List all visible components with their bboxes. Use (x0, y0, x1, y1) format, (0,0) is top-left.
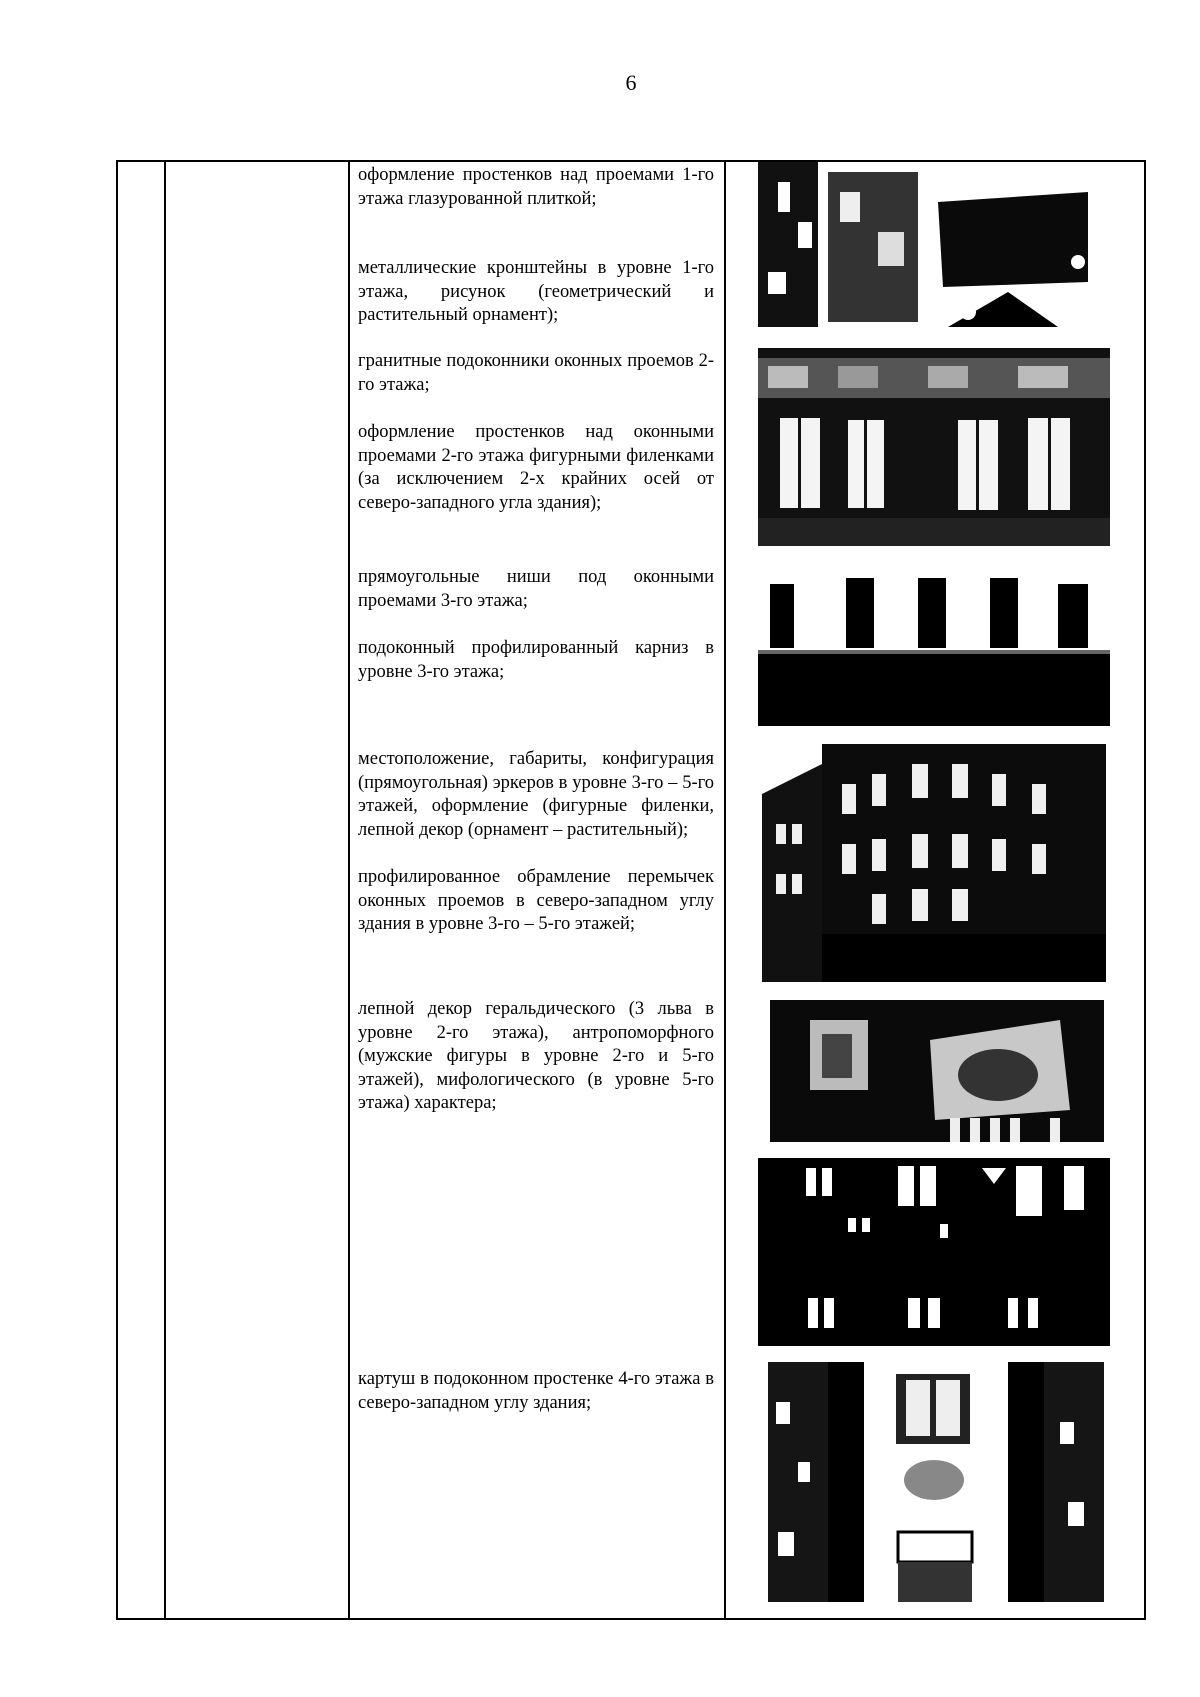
text-block-3 (358, 566, 714, 684)
feature-item: оформление простенков над проемами 1-го этажа глазурованной плиткой; (358, 165, 714, 209)
facade-photo-1 (758, 162, 1110, 327)
text-block-4 (358, 748, 714, 937)
facade-photo-6 (758, 1158, 1110, 1346)
feature-item: картуш в подоконном простенке 4-го этажа в северо-западном углу здания; (358, 1369, 714, 1413)
feature-item: подоконный профилированный карниз в уровне 3-го этажа; (358, 638, 714, 682)
text-block-2 (358, 350, 714, 515)
column-divider-2 (348, 162, 350, 1618)
feature-item: прямоугольные ниши под оконными проемами 3-го этажа; (358, 567, 714, 611)
text-block-1 (358, 164, 714, 328)
feature-item: металлические кронштейны в уровне 1-го этажа, рисунок (геометрический и растительный орнамент); (358, 258, 714, 325)
facade-photo-2 (758, 348, 1110, 546)
text-block-6 (358, 1368, 714, 1415)
feature-item: профилированное обрамление перемычек оконных проемов в северо-западном углу здания в уровне 3-го – 5-го этажей; (358, 867, 714, 934)
column-divider-3 (724, 162, 726, 1618)
column-divider-1 (164, 162, 166, 1618)
facade-photo-7 (768, 1362, 1104, 1602)
feature-item: оформление простенков над оконными проемами 2-го этажа фигурными филенками (за исключением 2-х крайних осей от северо-западного угла здания); (358, 422, 714, 513)
feature-item: гранитные подоконники оконных проемов 2-го этажа; (358, 351, 714, 395)
facade-photo-3 (758, 564, 1110, 726)
facade-photo-4 (762, 744, 1106, 982)
page-number: 6 (625, 70, 637, 95)
facade-photo-5 (770, 1000, 1104, 1142)
feature-item: местоположение, габариты, конфигурация (прямоугольная) эркеров в уровне 3-го – 5-го этажей, оформление (фигурные филенки, лепной декор (орнамент – растительный); (358, 749, 714, 840)
feature-item: лепной декор геральдического (3 льва в уровне 2-го этажа), антропоморфного (мужские фигуры в уровне 2-го и 5-го этажей), мифологического (в уровне 5-го этажа) характера; (358, 999, 714, 1113)
text-block-5 (358, 998, 714, 1116)
